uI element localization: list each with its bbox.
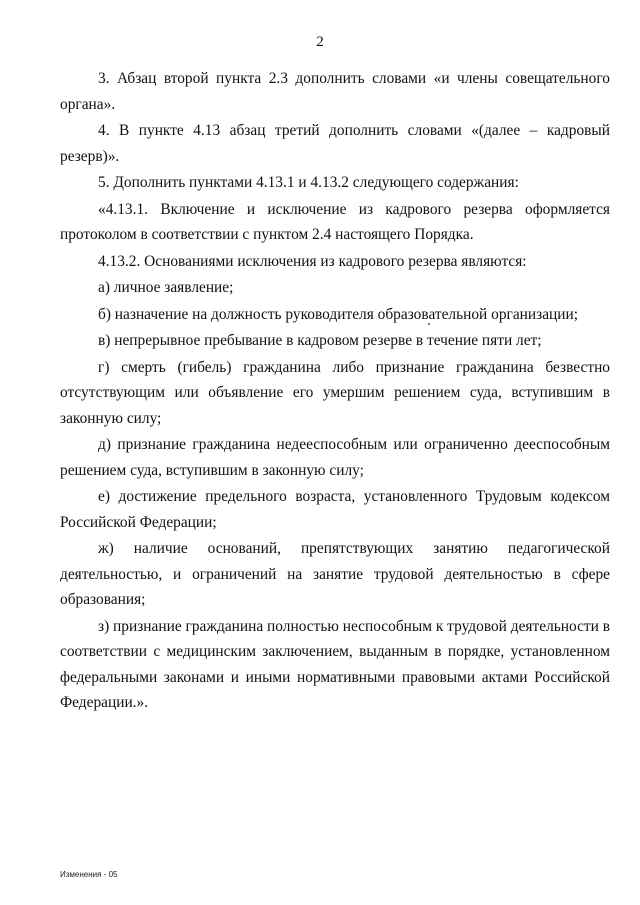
paragraph-clause-4-13-2: 4.13.2. Основаниями исключения из кадрового резерва являются: [98,252,527,270]
list-item-d: д) признание гражданина недееспособным или ограниченно дееспособным решением суда, вступившим в законную силу; [60,436,610,479]
paragraph-item-5: 5. Дополнить пунктами 4.13.1 и 4.13.2 следующего содержания: [98,174,519,191]
list-item-e: е) достижение предельного возраста, установленного Трудовым кодексом Российской Федерации; [60,488,610,531]
document-body [60,66,610,716]
paragraph-clause-4-13-1: «4.13.1. Включение и исключение из кадрового резерва оформляется протоколом в соответствии с пунктом 2.4 настоящего Порядка. [60,200,610,243]
list-item-a: а) личное заявление; [98,279,234,296]
page-footer: Изменения - 05 [60,870,118,879]
scan-speck [428,323,430,325]
list-item-b: б) назначение на должность руководителя образовательной организации; [98,305,579,323]
page-number: 2 [316,34,324,50]
list-item-g: г) смерть (гибель) гражданина либо признание гражданина безвестно отсутствующим или объявление его умершим решением суда, вступившим в законную силу; [60,358,610,427]
paragraph-item-3: 3. Абзац второй пункта 2.3 дополнить словами «и члены совещательного органа». [60,70,610,113]
list-item-v: в) непрерывное пребывание в кадровом резерве в течение пяти лет; [98,332,542,349]
list-item-zh: ж) наличие оснований, препятствующих занятию педагогической деятельностью, и ограничений на занятие трудовой деятельностью в сфере образования; [60,540,610,608]
paragraph-item-4: 4. В пункте 4.13 абзац третий дополнить словами «(далее – кадровый резерв)». [60,122,610,165]
list-item-z: з) признание гражданина полностью неспособным к трудовой деятельности в соответствии с медицинским заключением, выданным в порядке, установленном федеральными законами и иными нормативными правовыми актами Российской Федерации.». [60,617,610,711]
